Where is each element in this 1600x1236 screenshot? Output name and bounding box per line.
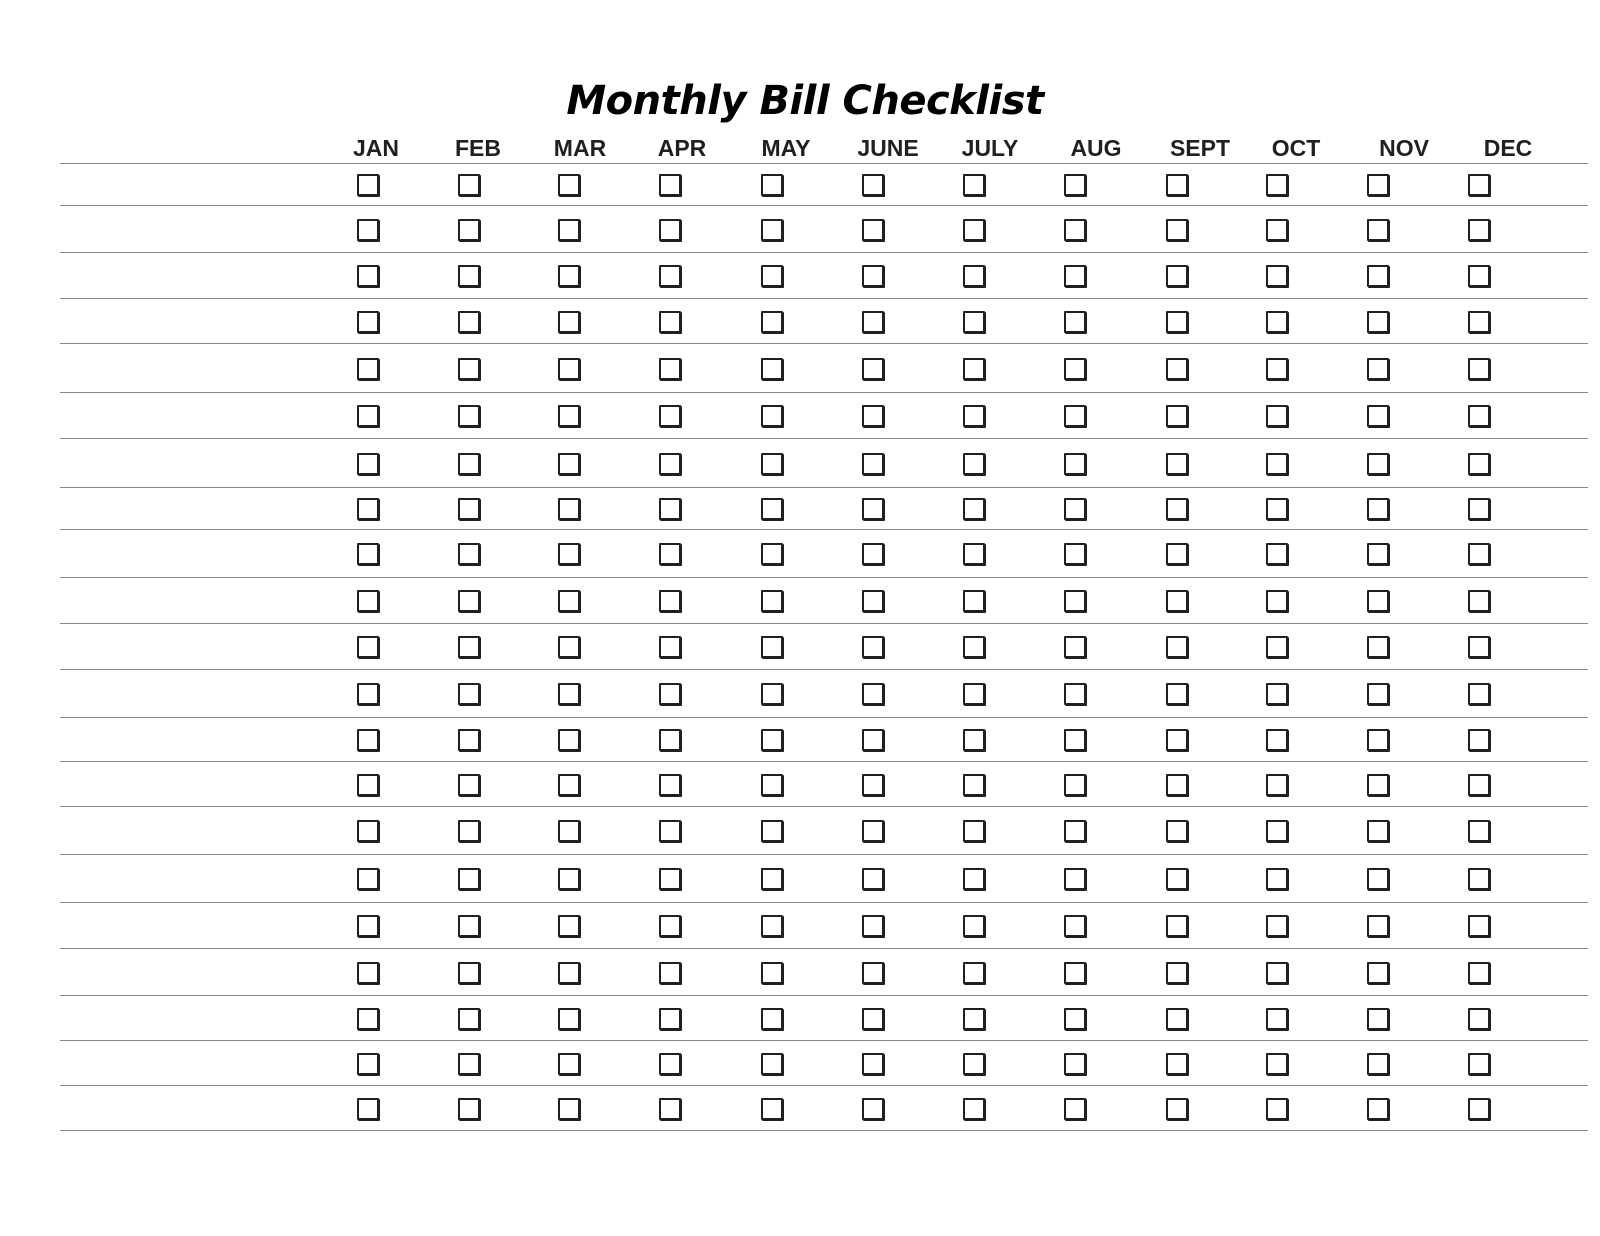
checkbox-may[interactable] xyxy=(761,868,783,890)
checkbox-july[interactable] xyxy=(963,498,985,520)
checkbox-july[interactable] xyxy=(963,543,985,565)
checkbox-oct[interactable] xyxy=(1266,1098,1288,1120)
checkbox-apr[interactable] xyxy=(659,915,681,937)
checkbox-july[interactable] xyxy=(963,774,985,796)
checkbox-may[interactable] xyxy=(761,453,783,475)
checkbox-sept[interactable] xyxy=(1166,311,1188,333)
checkbox-oct[interactable] xyxy=(1266,1053,1288,1075)
month-header-july: JULY xyxy=(961,135,1019,161)
checkbox-mar[interactable] xyxy=(558,265,580,287)
checkbox-nov[interactable] xyxy=(1367,636,1389,658)
checkbox-mar[interactable] xyxy=(558,636,580,658)
checkbox-sept[interactable] xyxy=(1166,868,1188,890)
checkbox-may[interactable] xyxy=(761,590,783,612)
checkbox-jan[interactable] xyxy=(357,868,379,890)
month-header-nov: NOV xyxy=(1379,135,1429,161)
checkbox-oct[interactable] xyxy=(1266,820,1288,842)
checkbox-oct[interactable] xyxy=(1266,405,1288,427)
checkbox-nov[interactable] xyxy=(1367,405,1389,427)
checkbox-sept[interactable] xyxy=(1166,543,1188,565)
checkbox-oct[interactable] xyxy=(1266,636,1288,658)
row-divider xyxy=(60,669,1588,670)
checkbox-july[interactable] xyxy=(963,962,985,984)
checkbox-july[interactable] xyxy=(963,1098,985,1120)
checkbox-aug[interactable] xyxy=(1064,174,1086,196)
checkbox-sept[interactable] xyxy=(1166,265,1188,287)
checkbox-may[interactable] xyxy=(761,265,783,287)
checkbox-jan[interactable] xyxy=(357,219,379,241)
checkbox-apr[interactable] xyxy=(659,543,681,565)
row-divider xyxy=(60,761,1588,762)
checkbox-dec[interactable] xyxy=(1468,311,1490,333)
month-header-jan: JAN xyxy=(352,135,399,161)
checkbox-june[interactable] xyxy=(862,820,884,842)
checkbox-may[interactable] xyxy=(761,1098,783,1120)
checkbox-apr[interactable] xyxy=(659,453,681,475)
checkbox-aug[interactable] xyxy=(1064,311,1086,333)
checkbox-apr[interactable] xyxy=(659,729,681,751)
checkbox-dec[interactable] xyxy=(1468,868,1490,890)
checkbox-nov[interactable] xyxy=(1367,683,1389,705)
row-divider xyxy=(60,717,1588,718)
checkbox-aug[interactable] xyxy=(1064,868,1086,890)
checkbox-jan[interactable] xyxy=(357,1008,379,1030)
checkbox-june[interactable] xyxy=(862,453,884,475)
checkbox-nov[interactable] xyxy=(1367,453,1389,475)
checkbox-nov[interactable] xyxy=(1367,1098,1389,1120)
checkbox-june[interactable] xyxy=(862,1053,884,1075)
checkbox-dec[interactable] xyxy=(1468,358,1490,380)
checkbox-mar[interactable] xyxy=(558,820,580,842)
checkbox-july[interactable] xyxy=(963,683,985,705)
checkbox-oct[interactable] xyxy=(1266,683,1288,705)
checkbox-nov[interactable] xyxy=(1367,590,1389,612)
checkbox-sept[interactable] xyxy=(1166,820,1188,842)
checkbox-feb[interactable] xyxy=(458,1053,480,1075)
checkbox-aug[interactable] xyxy=(1064,453,1086,475)
checkbox-jan[interactable] xyxy=(357,636,379,658)
checkbox-may[interactable] xyxy=(761,962,783,984)
checkbox-oct[interactable] xyxy=(1266,498,1288,520)
checkbox-july[interactable] xyxy=(963,590,985,612)
checkbox-aug[interactable] xyxy=(1064,915,1086,937)
checkbox-july[interactable] xyxy=(963,915,985,937)
checkbox-dec[interactable] xyxy=(1468,174,1490,196)
checkbox-jan[interactable] xyxy=(357,590,379,612)
checkbox-may[interactable] xyxy=(761,774,783,796)
checkbox-july[interactable] xyxy=(963,868,985,890)
checkbox-nov[interactable] xyxy=(1367,174,1389,196)
checkbox-feb[interactable] xyxy=(458,636,480,658)
checkbox-mar[interactable] xyxy=(558,868,580,890)
checkbox-nov[interactable] xyxy=(1367,962,1389,984)
month-header-apr: APR xyxy=(657,135,707,161)
month-header-aug: AUG xyxy=(1070,135,1122,161)
month-header-dec: DEC xyxy=(1483,135,1533,161)
checkbox-nov[interactable] xyxy=(1367,219,1389,241)
checkbox-mar[interactable] xyxy=(558,405,580,427)
row-divider xyxy=(60,1085,1588,1086)
checkbox-july[interactable] xyxy=(963,820,985,842)
checkbox-apr[interactable] xyxy=(659,868,681,890)
checkbox-feb[interactable] xyxy=(458,498,480,520)
checkbox-june[interactable] xyxy=(862,962,884,984)
checkbox-may[interactable] xyxy=(761,1008,783,1030)
checkbox-june[interactable] xyxy=(862,498,884,520)
checkbox-feb[interactable] xyxy=(458,729,480,751)
checkbox-july[interactable] xyxy=(963,636,985,658)
bill-row xyxy=(0,0,1600,1)
month-header-may: MAY xyxy=(761,135,811,161)
checkbox-june[interactable] xyxy=(862,358,884,380)
checkbox-apr[interactable] xyxy=(659,219,681,241)
checkbox-aug[interactable] xyxy=(1064,820,1086,842)
checkbox-dec[interactable] xyxy=(1468,774,1490,796)
checkbox-june[interactable] xyxy=(862,774,884,796)
checkbox-mar[interactable] xyxy=(558,219,580,241)
checkbox-july[interactable] xyxy=(963,1008,985,1030)
checkbox-feb[interactable] xyxy=(458,1008,480,1030)
checkbox-june[interactable] xyxy=(862,543,884,565)
checkbox-jan[interactable] xyxy=(357,962,379,984)
checkbox-june[interactable] xyxy=(862,219,884,241)
checkbox-jan[interactable] xyxy=(357,683,379,705)
checkbox-feb[interactable] xyxy=(458,1098,480,1120)
checkbox-mar[interactable] xyxy=(558,1098,580,1120)
checkbox-mar[interactable] xyxy=(558,453,580,475)
checkbox-sept[interactable] xyxy=(1166,219,1188,241)
checkbox-feb[interactable] xyxy=(458,311,480,333)
checkbox-jan[interactable] xyxy=(357,265,379,287)
checkbox-nov[interactable] xyxy=(1367,915,1389,937)
checkbox-mar[interactable] xyxy=(558,774,580,796)
checkbox-mar[interactable] xyxy=(558,311,580,333)
checkbox-apr[interactable] xyxy=(659,405,681,427)
checkbox-jan[interactable] xyxy=(357,174,379,196)
checkbox-apr[interactable] xyxy=(659,174,681,196)
checkbox-dec[interactable] xyxy=(1468,915,1490,937)
checkbox-sept[interactable] xyxy=(1166,774,1188,796)
row-divider xyxy=(60,806,1588,807)
checkbox-oct[interactable] xyxy=(1266,358,1288,380)
checkbox-june[interactable] xyxy=(862,636,884,658)
checkbox-aug[interactable] xyxy=(1064,683,1086,705)
checkbox-oct[interactable] xyxy=(1266,962,1288,984)
checkbox-june[interactable] xyxy=(862,174,884,196)
checkbox-aug[interactable] xyxy=(1064,1053,1086,1075)
checkbox-sept[interactable] xyxy=(1166,1053,1188,1075)
checkbox-apr[interactable] xyxy=(659,265,681,287)
row-divider xyxy=(60,577,1588,578)
checkbox-oct[interactable] xyxy=(1266,219,1288,241)
checkbox-apr[interactable] xyxy=(659,774,681,796)
checkbox-aug[interactable] xyxy=(1064,405,1086,427)
checkbox-june[interactable] xyxy=(862,729,884,751)
checkbox-sept[interactable] xyxy=(1166,590,1188,612)
checkbox-dec[interactable] xyxy=(1468,590,1490,612)
row-divider xyxy=(60,623,1588,624)
checkbox-june[interactable] xyxy=(862,590,884,612)
checkbox-dec[interactable] xyxy=(1468,1053,1490,1075)
checkbox-dec[interactable] xyxy=(1468,498,1490,520)
row-divider xyxy=(60,163,1588,164)
checkbox-dec[interactable] xyxy=(1468,405,1490,427)
checkbox-mar[interactable] xyxy=(558,590,580,612)
checkbox-june[interactable] xyxy=(862,915,884,937)
row-divider xyxy=(60,529,1588,530)
checkbox-july[interactable] xyxy=(963,453,985,475)
checkbox-jan[interactable] xyxy=(357,543,379,565)
checkbox-nov[interactable] xyxy=(1367,311,1389,333)
checkbox-may[interactable] xyxy=(761,498,783,520)
month-header-june: JUNE xyxy=(857,135,919,161)
checkbox-june[interactable] xyxy=(862,265,884,287)
checkbox-dec[interactable] xyxy=(1468,1098,1490,1120)
row-divider xyxy=(60,995,1588,996)
checkbox-may[interactable] xyxy=(761,174,783,196)
checkbox-nov[interactable] xyxy=(1367,1008,1389,1030)
checkbox-aug[interactable] xyxy=(1064,962,1086,984)
month-header-row xyxy=(0,135,1600,165)
checkbox-oct[interactable] xyxy=(1266,590,1288,612)
checkbox-sept[interactable] xyxy=(1166,174,1188,196)
checkbox-sept[interactable] xyxy=(1166,453,1188,475)
checkbox-apr[interactable] xyxy=(659,1008,681,1030)
checkbox-aug[interactable] xyxy=(1064,729,1086,751)
checkbox-july[interactable] xyxy=(963,174,985,196)
checkbox-dec[interactable] xyxy=(1468,729,1490,751)
checkbox-july[interactable] xyxy=(963,311,985,333)
checkbox-jan[interactable] xyxy=(357,405,379,427)
checkbox-aug[interactable] xyxy=(1064,1098,1086,1120)
month-header-mar: MAR xyxy=(553,135,607,161)
checkbox-may[interactable] xyxy=(761,358,783,380)
row-divider xyxy=(60,392,1588,393)
checkbox-dec[interactable] xyxy=(1468,1008,1490,1030)
checkbox-aug[interactable] xyxy=(1064,219,1086,241)
checkbox-aug[interactable] xyxy=(1064,636,1086,658)
checkbox-apr[interactable] xyxy=(659,820,681,842)
row-divider xyxy=(60,252,1588,253)
checkbox-oct[interactable] xyxy=(1266,543,1288,565)
checkbox-aug[interactable] xyxy=(1064,1008,1086,1030)
checkbox-oct[interactable] xyxy=(1266,915,1288,937)
checkbox-feb[interactable] xyxy=(458,174,480,196)
checkbox-oct[interactable] xyxy=(1266,174,1288,196)
checkbox-sept[interactable] xyxy=(1166,683,1188,705)
checkbox-feb[interactable] xyxy=(458,453,480,475)
checkbox-may[interactable] xyxy=(761,683,783,705)
row-divider xyxy=(60,854,1588,855)
checkbox-feb[interactable] xyxy=(458,219,480,241)
checkbox-nov[interactable] xyxy=(1367,820,1389,842)
month-header-sept: SEPT xyxy=(1169,135,1231,161)
checkbox-nov[interactable] xyxy=(1367,543,1389,565)
checkbox-aug[interactable] xyxy=(1064,358,1086,380)
checkbox-nov[interactable] xyxy=(1367,729,1389,751)
checkbox-may[interactable] xyxy=(761,820,783,842)
checkbox-june[interactable] xyxy=(862,1098,884,1120)
checkbox-feb[interactable] xyxy=(458,774,480,796)
checkbox-jan[interactable] xyxy=(357,1098,379,1120)
checkbox-july[interactable] xyxy=(963,265,985,287)
checkbox-july[interactable] xyxy=(963,405,985,427)
checkbox-apr[interactable] xyxy=(659,1098,681,1120)
checkbox-sept[interactable] xyxy=(1166,498,1188,520)
checkbox-sept[interactable] xyxy=(1166,405,1188,427)
checkbox-june[interactable] xyxy=(862,311,884,333)
row-divider xyxy=(60,1040,1588,1041)
checkbox-oct[interactable] xyxy=(1266,453,1288,475)
page-title: Monthly Bill Checklist xyxy=(566,78,1044,124)
checkbox-dec[interactable] xyxy=(1468,636,1490,658)
checkbox-feb[interactable] xyxy=(458,962,480,984)
checkbox-feb[interactable] xyxy=(458,820,480,842)
checkbox-apr[interactable] xyxy=(659,962,681,984)
row-divider xyxy=(60,298,1588,299)
checkbox-mar[interactable] xyxy=(558,962,580,984)
checkbox-feb[interactable] xyxy=(458,543,480,565)
checkbox-oct[interactable] xyxy=(1266,729,1288,751)
checkbox-dec[interactable] xyxy=(1468,962,1490,984)
checkbox-sept[interactable] xyxy=(1166,1098,1188,1120)
checkbox-nov[interactable] xyxy=(1367,498,1389,520)
checkbox-dec[interactable] xyxy=(1468,820,1490,842)
checkbox-may[interactable] xyxy=(761,543,783,565)
checkbox-jan[interactable] xyxy=(357,820,379,842)
checkbox-jan[interactable] xyxy=(357,774,379,796)
checkbox-sept[interactable] xyxy=(1166,358,1188,380)
checkbox-may[interactable] xyxy=(761,636,783,658)
checkbox-mar[interactable] xyxy=(558,543,580,565)
checkbox-feb[interactable] xyxy=(458,915,480,937)
checkbox-feb[interactable] xyxy=(458,683,480,705)
checkbox-jan[interactable] xyxy=(357,358,379,380)
checkbox-jan[interactable] xyxy=(357,729,379,751)
checkbox-aug[interactable] xyxy=(1064,774,1086,796)
checkbox-oct[interactable] xyxy=(1266,265,1288,287)
checkbox-aug[interactable] xyxy=(1064,543,1086,565)
checkbox-may[interactable] xyxy=(761,311,783,333)
checkbox-apr[interactable] xyxy=(659,590,681,612)
checkbox-oct[interactable] xyxy=(1266,1008,1288,1030)
checkbox-june[interactable] xyxy=(862,405,884,427)
checkbox-july[interactable] xyxy=(963,729,985,751)
checkbox-sept[interactable] xyxy=(1166,1008,1188,1030)
checkbox-july[interactable] xyxy=(963,219,985,241)
checkbox-mar[interactable] xyxy=(558,498,580,520)
row-divider xyxy=(60,205,1588,206)
checkbox-sept[interactable] xyxy=(1166,636,1188,658)
checkbox-may[interactable] xyxy=(761,405,783,427)
checkbox-jan[interactable] xyxy=(357,1053,379,1075)
checkbox-dec[interactable] xyxy=(1468,219,1490,241)
row-divider xyxy=(60,1130,1588,1131)
checkbox-nov[interactable] xyxy=(1367,358,1389,380)
checkbox-aug[interactable] xyxy=(1064,498,1086,520)
checkbox-mar[interactable] xyxy=(558,915,580,937)
checkbox-jan[interactable] xyxy=(357,311,379,333)
month-header-feb: FEB xyxy=(455,135,501,161)
checkbox-apr[interactable] xyxy=(659,498,681,520)
checkbox-dec[interactable] xyxy=(1468,683,1490,705)
checkbox-feb[interactable] xyxy=(458,265,480,287)
checkbox-june[interactable] xyxy=(862,1008,884,1030)
checkbox-may[interactable] xyxy=(761,219,783,241)
checkbox-aug[interactable] xyxy=(1064,265,1086,287)
checkbox-june[interactable] xyxy=(862,683,884,705)
checkbox-nov[interactable] xyxy=(1367,774,1389,796)
checkbox-jan[interactable] xyxy=(357,453,379,475)
checkbox-mar[interactable] xyxy=(558,174,580,196)
checkbox-mar[interactable] xyxy=(558,358,580,380)
checkbox-feb[interactable] xyxy=(458,405,480,427)
checkbox-june[interactable] xyxy=(862,868,884,890)
checkbox-apr[interactable] xyxy=(659,358,681,380)
checkbox-may[interactable] xyxy=(761,729,783,751)
row-divider xyxy=(60,948,1588,949)
checkbox-feb[interactable] xyxy=(458,868,480,890)
checkbox-sept[interactable] xyxy=(1166,915,1188,937)
checkbox-may[interactable] xyxy=(761,1053,783,1075)
row-divider xyxy=(60,343,1588,344)
checkbox-dec[interactable] xyxy=(1468,265,1490,287)
checkbox-apr[interactable] xyxy=(659,683,681,705)
row-divider xyxy=(60,487,1588,488)
checkbox-jan[interactable] xyxy=(357,915,379,937)
row-divider xyxy=(60,438,1588,439)
checkbox-dec[interactable] xyxy=(1468,543,1490,565)
checkbox-july[interactable] xyxy=(963,358,985,380)
checkbox-may[interactable] xyxy=(761,915,783,937)
checkbox-mar[interactable] xyxy=(558,1008,580,1030)
checkbox-dec[interactable] xyxy=(1468,453,1490,475)
checkbox-oct[interactable] xyxy=(1266,868,1288,890)
checkbox-oct[interactable] xyxy=(1266,311,1288,333)
checkbox-apr[interactable] xyxy=(659,636,681,658)
checkbox-apr[interactable] xyxy=(659,311,681,333)
checkbox-oct[interactable] xyxy=(1266,774,1288,796)
checkbox-sept[interactable] xyxy=(1166,729,1188,751)
checkbox-feb[interactable] xyxy=(458,590,480,612)
row-divider xyxy=(60,902,1588,903)
checkbox-feb[interactable] xyxy=(458,358,480,380)
checkbox-mar[interactable] xyxy=(558,729,580,751)
checkbox-july[interactable] xyxy=(963,1053,985,1075)
checkbox-nov[interactable] xyxy=(1367,868,1389,890)
checkbox-nov[interactable] xyxy=(1367,265,1389,287)
checkbox-apr[interactable] xyxy=(659,1053,681,1075)
checkbox-nov[interactable] xyxy=(1367,1053,1389,1075)
month-header-oct: OCT xyxy=(1271,135,1321,161)
checkbox-aug[interactable] xyxy=(1064,590,1086,612)
checkbox-mar[interactable] xyxy=(558,683,580,705)
checkbox-mar[interactable] xyxy=(558,1053,580,1075)
checkbox-jan[interactable] xyxy=(357,498,379,520)
checkbox-sept[interactable] xyxy=(1166,962,1188,984)
